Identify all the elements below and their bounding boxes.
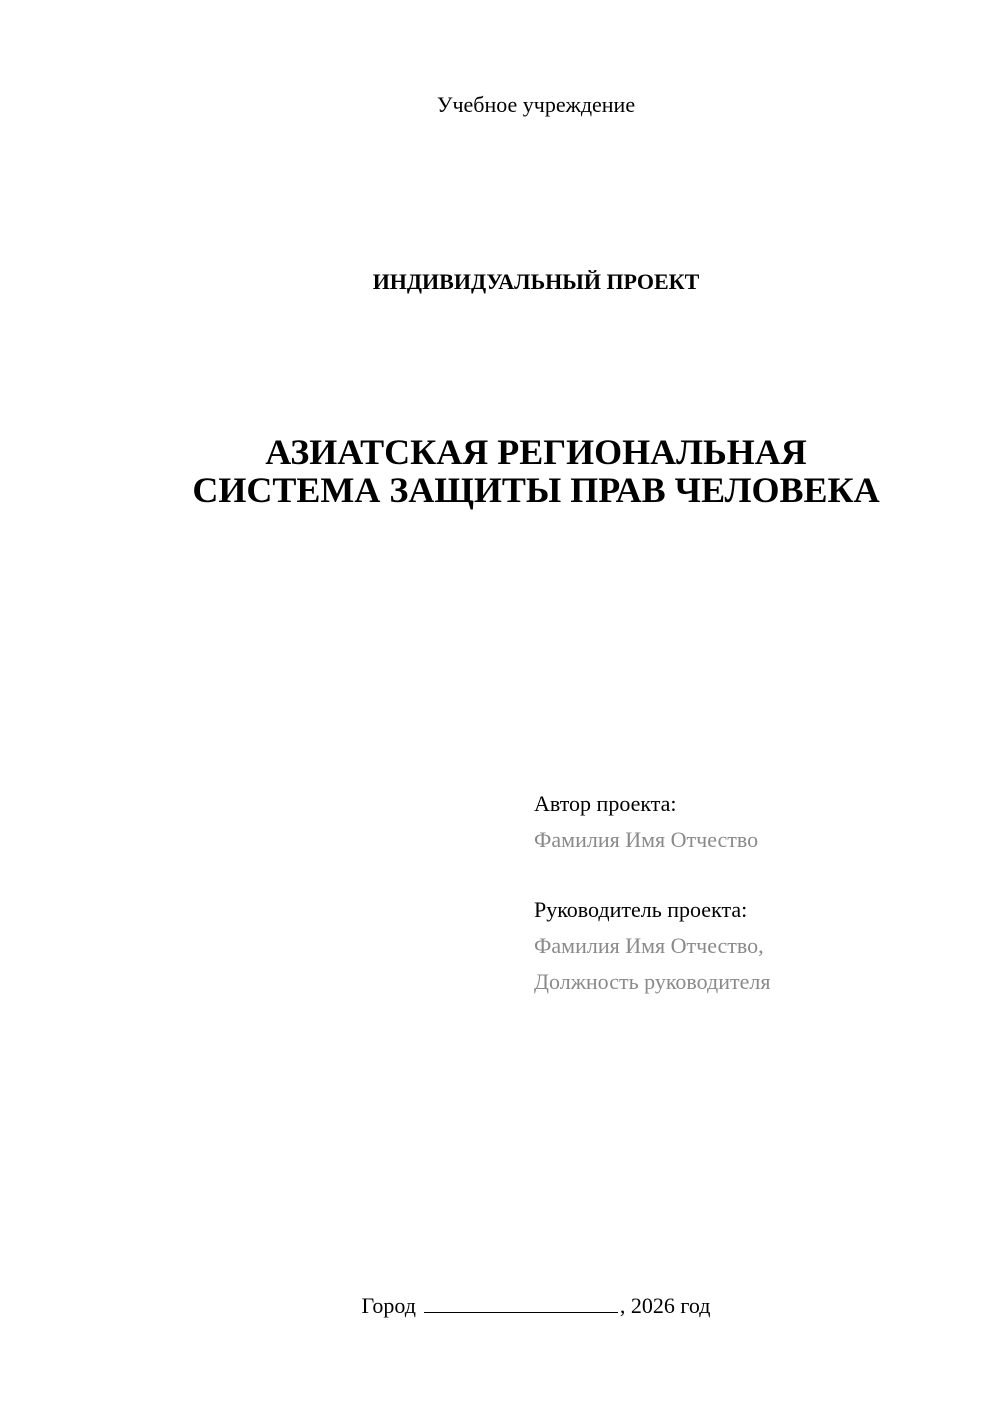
author-label: Автор проекта:: [534, 791, 677, 816]
project-title-line-1: АЗИАТСКАЯ РЕГИОНАЛЬНАЯ: [265, 432, 807, 472]
institution-name: Учебное учреждение: [436, 92, 636, 117]
project-info-block: [534, 786, 974, 1000]
footer-city-year: [0, 1290, 1000, 1321]
footer-city: Город: [361, 1293, 416, 1318]
supervisor-name: Фамилия Имя Отчество,: [534, 933, 764, 958]
supervisor-label: Руководитель проекта:: [534, 897, 748, 922]
info-spacer: [534, 858, 974, 892]
document-type: ИНДИВИДУАЛЬНЫЙ ПРОЕКТ: [372, 269, 700, 294]
city-blank-line: [424, 1290, 618, 1313]
project-title: [0, 433, 1000, 509]
footer-year: , 2026 год: [619, 1293, 711, 1318]
author-name: Фамилия Имя Отчество: [534, 827, 759, 852]
supervisor-position: Должность руководителя: [534, 969, 771, 994]
project-title-line-2: СИСТЕМА ЗАЩИТЫ ПРАВ ЧЕЛОВЕКА: [192, 470, 880, 510]
